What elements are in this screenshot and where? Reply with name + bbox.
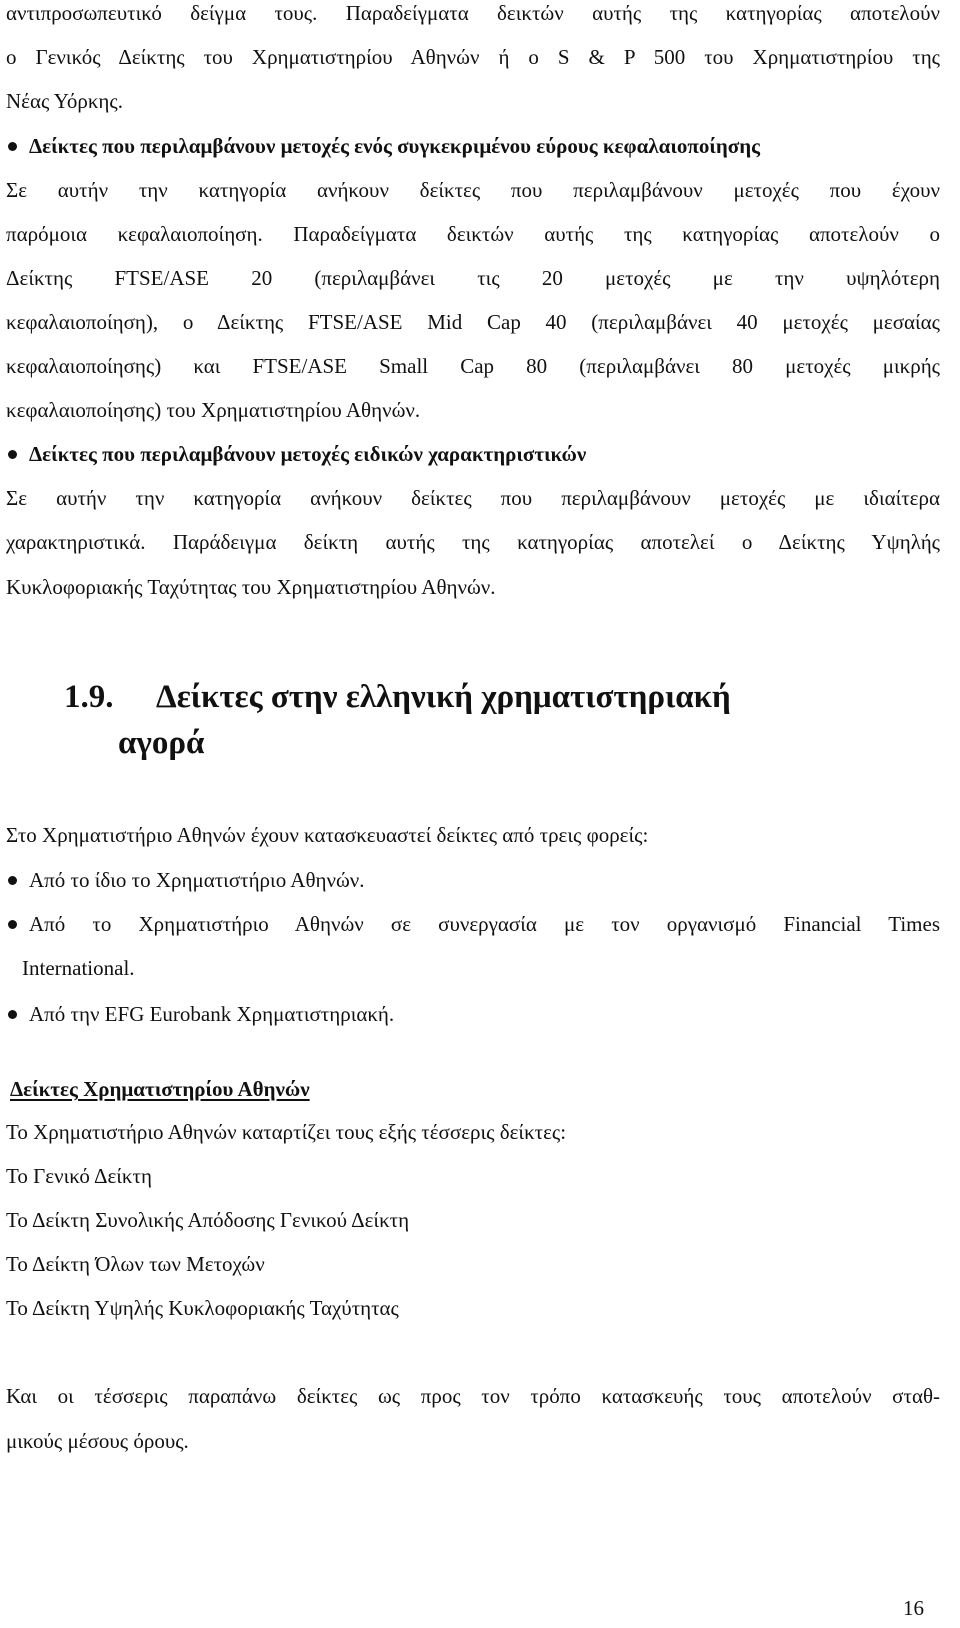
bullet-heading-special bbox=[6, 441, 940, 467]
paragraph-line: Το Χρηματιστήριο Αθηνών καταρτίζει τους εξής τέσσερις δείκτες: bbox=[6, 1120, 567, 1144]
bullet-icon bbox=[8, 1010, 17, 1019]
section-subtitle: Δείκτες που περιλαμβάνουν μετοχές ειδικών χαρακτηριστικών bbox=[29, 442, 587, 466]
page-number: 16 bbox=[903, 1596, 924, 1620]
bullet-icon bbox=[8, 920, 17, 929]
list-item bbox=[6, 1001, 940, 1027]
paragraph-line: αντιπροσωπευτικό δείγμα τους. Παραδείγματα δεικτών αυτής της κατηγορίας αποτελούν bbox=[6, 1, 940, 25]
paragraph-line: Κυκλοφοριακής Ταχύτητας του Χρηματιστηρίου Αθηνών. bbox=[6, 575, 496, 599]
paragraph-line: Και οι τέσσερις παραπάνω δείκτες ως προς τον τρόπο κατασκευής τους αποτελούν σταθ- bbox=[6, 1384, 940, 1408]
index-item: Το Δείκτη Υψηλής Κυκλοφοριακής Ταχύτητας bbox=[6, 1296, 399, 1320]
paragraph-line: Νέας Υόρκης. bbox=[6, 89, 123, 113]
list-item-text: Από το ίδιο το Χρηματιστήριο Αθηνών. bbox=[29, 868, 365, 892]
bullet-icon bbox=[8, 876, 17, 885]
list-item bbox=[6, 911, 940, 937]
bullet-icon bbox=[8, 142, 17, 151]
index-item: Το Γενικό Δείκτη bbox=[6, 1164, 152, 1188]
list-item-text: Από την EFG Eurobank Χρηματιστηριακή. bbox=[29, 1002, 395, 1026]
paragraph-line: παρόμοια κεφαλαιοποίηση. Παραδείγματα δεικτών αυτής της κατηγορίας αποτελούν ο bbox=[6, 222, 940, 246]
paragraph-line: Σε αυτήν την κατηγορία ανήκουν δείκτες που περιλαμβάνουν μετοχές με ιδιαίτερα bbox=[6, 486, 940, 510]
section-title-line: αγορά bbox=[118, 725, 205, 761]
list-item-continuation: International. bbox=[22, 956, 135, 980]
list-item bbox=[6, 867, 940, 893]
section-subtitle: Δείκτες που περιλαμβάνουν μετοχές ενός συγκεκριμένου εύρους κεφαλαιοποίησης bbox=[29, 134, 761, 158]
paragraph-line: μικούς μέσους όρους. bbox=[6, 1429, 189, 1453]
section-number: 1.9. bbox=[64, 679, 114, 715]
paragraph-line: ο Γενικός Δείκτης του Χρηματιστηρίου Αθηνών ή ο S & P 500 του Χρηματιστηρίου της bbox=[6, 45, 940, 69]
index-item: Το Δείκτη Όλων των Μετοχών bbox=[6, 1252, 265, 1276]
paragraph-line: Δείκτης FTSE/ASE 20 (περιλαμβάνει τις 20 μετοχές με την υψηλότερη bbox=[6, 266, 940, 290]
bullet-heading-cap bbox=[6, 133, 940, 159]
paragraph-line: Σε αυτήν την κατηγορία ανήκουν δείκτες που περιλαμβάνουν μετοχές που έχουν bbox=[6, 178, 940, 202]
paragraph-line: κεφαλαιοποίηση), ο Δείκτης FTSE/ASE Mid Cap 40 (περιλαμβάνει 40 μετοχές μεσαίας bbox=[6, 310, 940, 334]
paragraph-line: χαρακτηριστικά. Παράδειγμα δείκτη αυτής της κατηγορίας αποτελεί ο Δείκτης Υψηλής bbox=[6, 530, 940, 554]
index-item: Το Δείκτη Συνολικής Απόδοσης Γενικού Δείκτη bbox=[6, 1208, 410, 1232]
subsection-title: Δείκτες Χρηματιστηρίου Αθηνών bbox=[10, 1077, 310, 1101]
section-title-line: Δείκτες στην ελληνική χρηματιστηριακή bbox=[156, 679, 731, 715]
paragraph-line: Στο Χρηματιστήριο Αθηνών έχουν κατασκευαστεί δείκτες από τρεις φορείς: bbox=[6, 823, 649, 847]
list-item-text: Από το Χρηματιστήριο Αθηνών σε συνεργασία με τον οργανισμό Financial Times bbox=[29, 912, 940, 936]
paragraph-line: κεφαλαιοποίησης) του Χρηματιστηρίου Αθηνών. bbox=[6, 398, 421, 422]
paragraph-line: κεφαλαιοποίησης) και FTSE/ASE Small Cap 80 (περιλαμβάνει 80 μετοχές μικρής bbox=[6, 354, 940, 378]
bullet-icon bbox=[8, 450, 17, 459]
